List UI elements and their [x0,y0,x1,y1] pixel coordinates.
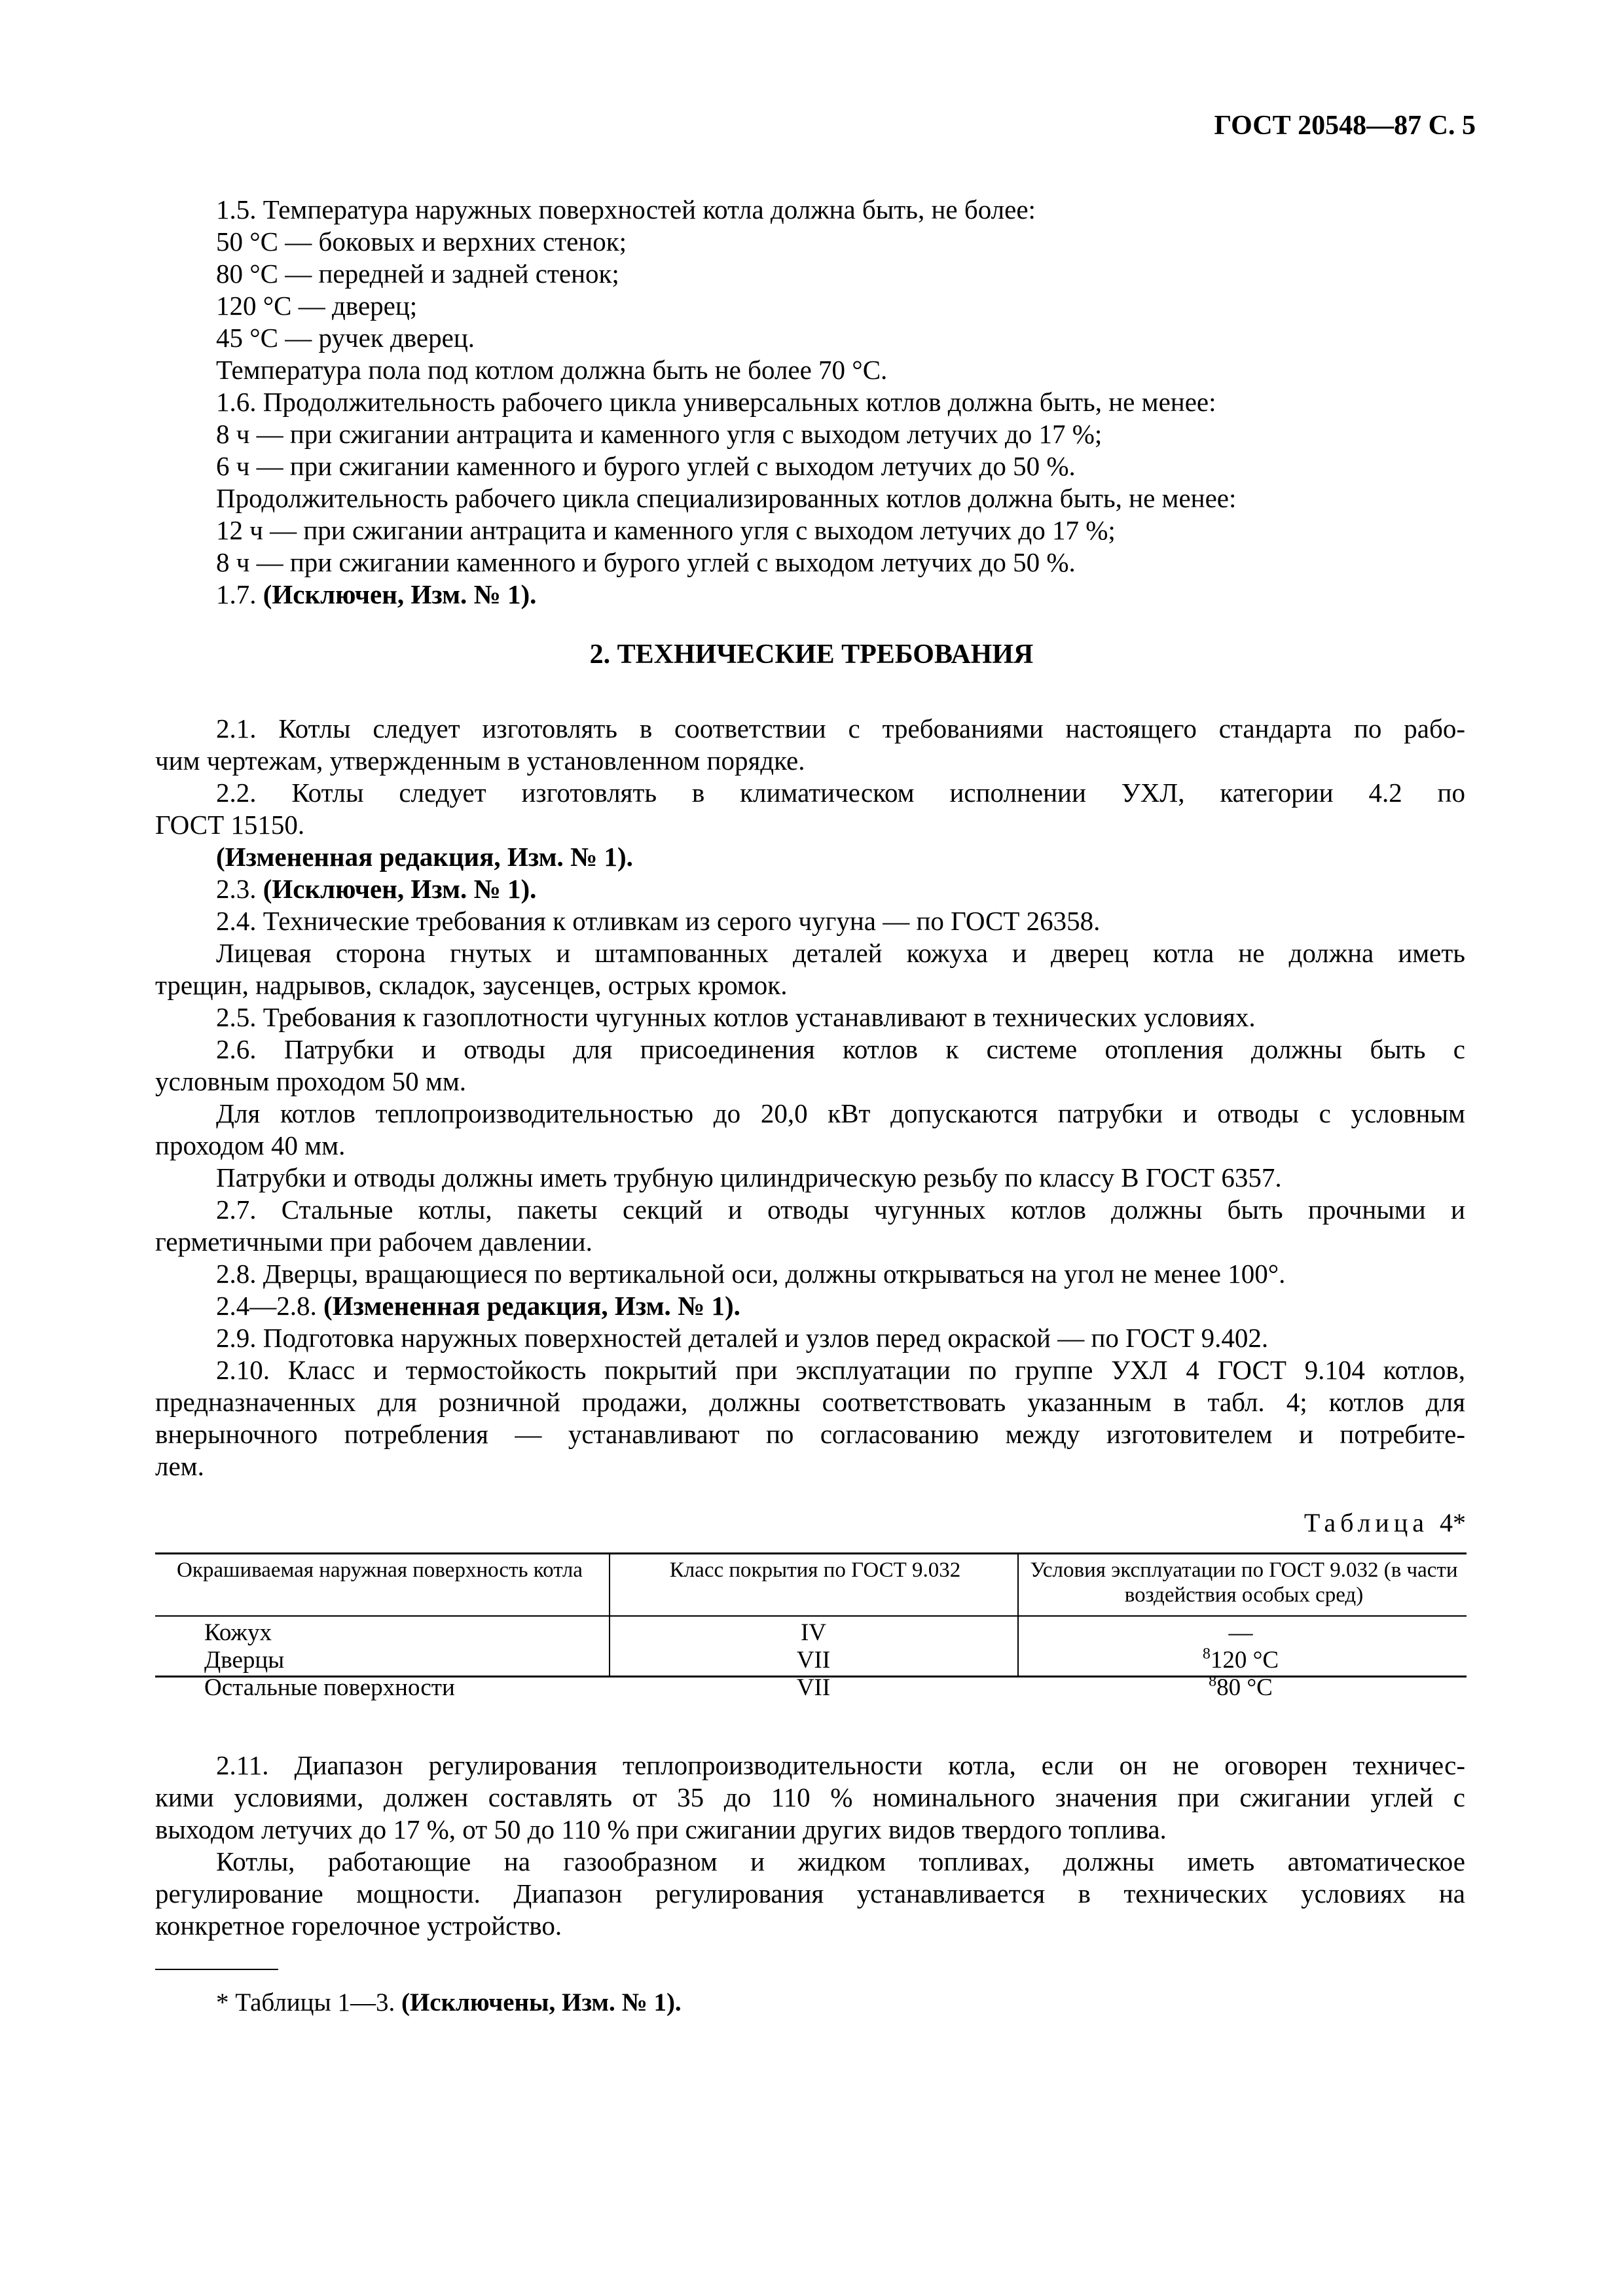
table-cell-conditions: $^8$120 °С [1202,1645,1279,1674]
text-line: 8 ч — при сжигании антрацита и каменного угля с выходом летучих до 17 %; [216,419,1103,449]
footnote-text: * Таблицы 1—3. [216,1988,395,2017]
text-line: 6 ч — при сжигании каменного и бурого углей с выходом летучих до 50 %. [216,451,1076,481]
text-line: 80 °С — передней и задней стенок; [216,259,619,289]
clause-2-3 [216,873,536,905]
text-line: 2.7. Стальные котлы, пакеты секций и отводы чугунных котлов должны быть прочными и [216,1194,1465,1225]
change-note: (Измененная редакция, Изм. № 1). [216,842,633,872]
text-line: Температура пола под котлом должна быть не более 70 °С. [216,355,888,385]
footnote-note: (Исключены, Изм. № 1). [401,1988,682,2017]
text-line: проходом 40 мм. [155,1130,346,1160]
text-line: 2.11. Диапазон регулирования теплопроизводительности котла, если он не оговорен техничес- [216,1750,1465,1780]
table-header-cell: Класс покрытия по ГОСТ 9.032 [669,1558,961,1582]
text-line: Продолжительность рабочего цикла специализированных котлов должна быть, не менее: [216,483,1237,513]
text-line: Патрубки и отводы должны иметь трубную цилиндрическую резьбу по классу В ГОСТ 6357. [216,1162,1282,1193]
text-line: 1.5. Температура наружных поверхностей котла должна быть, не более: [216,194,1036,224]
text-line: 45 °С — ручек дверец. [216,323,475,353]
table-col-divider [1017,1552,1019,1676]
text-line: 2.4. Технические требования к отливкам из серого чугуна — по ГОСТ 26358. [216,906,1101,936]
table-cell-surface: Остальные поверхности [204,1674,455,1701]
text-line: Котлы, работающие на газообразном и жидком топливах, должны иметь автоматическое [216,1846,1465,1876]
text-line: 1.6. Продолжительность рабочего цикла универсальных котлов должна быть, не менее: [216,387,1216,417]
text-line: 120 °С — дверец; [216,291,418,321]
text-line: кими условиями, должен составлять от 35 до 110 % номинального значения при сжигании углей с [155,1782,1465,1812]
text-line: 2.10. Класс и термостойкость покрытий при эксплуатации по группе УХЛ 4 ГОСТ 9.104 котлов, [216,1355,1465,1385]
clause-number: 2.3. [216,874,257,904]
clause-note: (Исключен, Изм. № 1). [263,579,537,609]
table-cell-class: IV [800,1619,827,1646]
clause-2-4-2-8 [216,1290,740,1321]
text-line: 2.9. Подготовка наружных поверхностей деталей и узлов перед окраской — по ГОСТ 9.402. [216,1323,1269,1353]
table-label: Таблица 4* [1304,1508,1466,1537]
table-cell-class: VII [796,1647,831,1674]
text-line: регулирование мощности. Диапазон регулирования устанавливается в технических условиях на [155,1878,1465,1909]
text-line: 2.2. Котлы следует изготовлять в климатическом исполнении УХЛ, категории 4.2 по [216,778,1465,808]
text-line: выходом летучих до 17 %, от 50 до 110 % при сжигании других видов твердого топлива. [155,1814,1167,1844]
clause-number: 2.4—2.8. [216,1291,317,1321]
text-line: ГОСТ 15150. [155,810,305,840]
text-line: 8 ч — при сжигании каменного и бурого углей с выходом летучих до 50 %. [216,547,1076,577]
table-header-cell: Условия эксплуатации по ГОСТ 9.032 (в части воздействия особых сред) [1030,1558,1458,1607]
text-line: лем. [155,1451,204,1481]
text-line: внерыночного потребления — устанавливают по согласованию между изготовителем и потребите- [155,1419,1465,1449]
text-line: предназначенных для розничной продажи, должны соответствовать указанным в табл. 4; котлов для [155,1387,1465,1417]
clause-number: 1.7. [216,579,257,609]
page-header: ГОСТ 20548—87 С. 5 [1214,111,1476,141]
table-cell-surface: Дверцы [204,1647,285,1674]
text-line: 12 ч — при сжигании антрацита и каменного угля с выходом летучих до 17 %; [216,515,1116,545]
clause-note: (Измененная редакция, Изм. № 1). [323,1291,740,1321]
clause-1-7 [216,579,536,610]
table-top-rule [155,1552,1467,1554]
text-line: 2.5. Требования к газоплотности чугунных котлов устанавливают в технических условиях. [216,1002,1256,1032]
text-line: конкретное горелочное устройство. [155,1910,562,1941]
text-line: 2.6. Патрубки и отводы для присоединения котлов к системе отопления должны быть с [216,1034,1465,1064]
table-cell-surface: Кожух [204,1619,272,1646]
table-cell-conditions: — [1228,1619,1253,1646]
clause-note: (Исключен, Изм. № 1). [263,874,537,904]
text-line: 2.1. Котлы следует изготовлять в соответствии с требованиями настоящего стандарта по рабо- [216,713,1465,744]
table-cell-conditions: $^8$80 °С [1209,1673,1273,1701]
text-line: трещин, надрывов, складок, заусенцев, острых кромок. [155,970,788,1000]
footnote [216,1987,682,2018]
text-line: 2.8. Дверцы, вращающиеся по вертикальной оси, должны открываться на угол не менее 100°. [216,1259,1286,1289]
section-title: 2. ТЕХНИЧЕСКИЕ ТРЕБОВАНИЯ [589,639,1034,670]
text-line: Лицевая сторона гнутых и штампованных деталей кожуха и дверец котла не должна иметь [216,938,1465,968]
table-header-cell: Окрашиваемая наружная поверхность котла [177,1558,583,1582]
text-line: чим чертежам, утвержденным в установленном порядке. [155,745,805,776]
table-col-divider [609,1552,610,1676]
footnote-rule [155,1969,278,1970]
text-line: Для котлов теплопроизводительностью до 20,0 кВт допускаются патрубки и отводы с условным [216,1098,1465,1128]
text-line: 50 °С — боковых и верхних стенок; [216,226,627,257]
text-line: герметичными при рабочем давлении. [155,1227,593,1257]
table-header-rule [155,1615,1467,1617]
table-cell-class: VII [796,1674,831,1701]
text-line: условным проходом 50 мм. [155,1066,467,1096]
